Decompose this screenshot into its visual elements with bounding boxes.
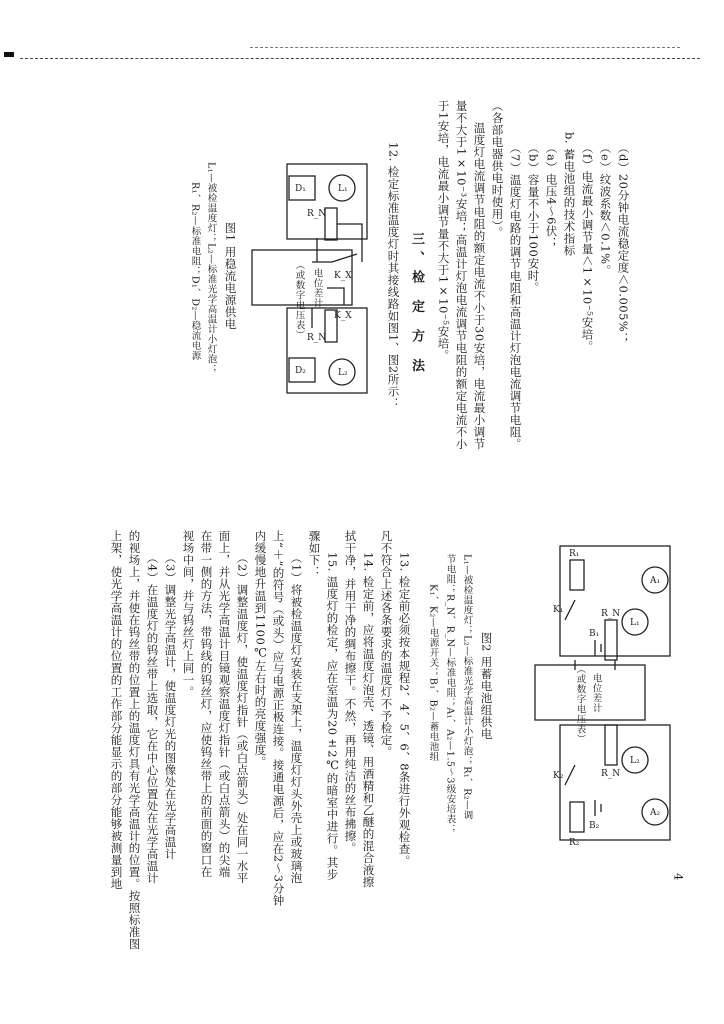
text-line: （d）20分钟电流稳定度＜0.005%； [616, 142, 631, 345]
label-RN1: R_N [601, 609, 621, 619]
body-line: （1）将被检温度灯安装在支架上，温度灯灯头外壳上或玻璃泡 [289, 552, 304, 884]
body-line: 在带一侧的方法，带钨线的钨丝灯，应使钨丝带上的前面的窗口在 [199, 530, 214, 878]
label-A1: A₁ [650, 576, 661, 586]
switch-K2-symbol [565, 765, 575, 785]
body-line: 骤如下： [307, 530, 322, 578]
battery-B2-symbol [595, 800, 601, 816]
figure-2-legend-line: L₁—被检温度灯；L₂—标准光学高温计小灯泡；R₁、R₂—调 [461, 554, 473, 821]
resistor-RN1-symbol [605, 620, 617, 660]
label-R2: R₂ [569, 838, 580, 848]
figure-2-caption: 图2 用蓄电池组供电 [479, 632, 494, 740]
potentiometer-box-2 [535, 665, 645, 720]
resistor-R2-symbol [570, 802, 584, 832]
figure-2-box-label: 电位差计 [590, 673, 602, 713]
figure-2-box-sublabel: （或数字电压表） [574, 664, 586, 744]
figure-2-legend-line: 节电阻；R_N、R_N—标准电阻；A₁、A₂—1.5～3级安培表； [444, 554, 456, 834]
label-A2: A₂ [650, 808, 661, 818]
battery-B1-symbol [595, 640, 601, 656]
label-B1: B₁ [589, 629, 600, 639]
body-line: 13. 检定前必须按本规程2、4、5、6、8条进行外观检查。 [397, 552, 412, 868]
label-RN1: R_N [307, 209, 327, 219]
label-B2: B₂ [589, 821, 600, 831]
body-line: 上“＋”的符号（或头）应与电源正极连接。接通电源后，应在2～3分钟 [271, 530, 286, 907]
label-D1: D₁ [295, 184, 306, 194]
label-K1: K₁ [553, 605, 564, 615]
switch-K1-symbol [565, 600, 575, 620]
text-line: （b）容量不小于100安时。 [526, 142, 541, 294]
body-line: 的视场上，并使在钨丝带的位置上的温度灯具有光学高温计的位置。按照标准图 [127, 530, 142, 950]
body-line: 上架，使光学高温计的位置的工作部分能显示的部分能够被测量到地 [109, 530, 124, 890]
text-line: （e）纹波系数＜0.1%。 [598, 142, 613, 277]
text-line: 量不大于1×10⁻³安培；高温计灯泡电流调节电阻的额定电流不小 [454, 100, 469, 450]
section-heading: 三、检 定 方 法 [409, 232, 424, 378]
label-Kx1: K_X [334, 271, 352, 281]
figure-2-legend-line: K₁、K₂—电源开关；B₁、B₂—蓄电池组 [427, 584, 439, 762]
body-line: 凡不符合上述各条要求的温度灯不予检定。 [379, 530, 394, 758]
label-RN2: R_N [601, 769, 621, 779]
body-line: 拭干净，并用干净的绸布擦干。不然，再用纯洁的丝布拂擦。 [343, 530, 358, 854]
page-number: 4 [671, 873, 686, 881]
figure-1-legend-line: L₁—被检温度灯；L₂—标准光学高温计小灯泡； [205, 162, 217, 375]
item-12: 12. 检定标准温度灯时其接线路如图1、图2所示： [386, 142, 401, 410]
text-line: b. 蓄电池组的技术指标 [562, 132, 577, 257]
label-RN2: R_N [307, 333, 327, 343]
text-line: （f）电流最小调节量＜1×10⁻⁵安培。 [580, 142, 595, 353]
text-line: （a）电压4～6伏； [544, 142, 559, 249]
scan-dash-line-top [20, 58, 700, 59]
label-L1: L₁ [630, 618, 640, 628]
label-K2: K₂ [553, 771, 564, 781]
label-Kx2: K_X [334, 311, 352, 321]
resistor-RN2-symbol [605, 725, 617, 765]
text-line: 温度灯电流调节电阻的额定电流不小于30安培，电流最小调节 [472, 122, 487, 450]
figure-1-legend-line: R₁、R₂—标准电阻；D₁、D₂—稳流电源 [189, 182, 201, 361]
resistor-R1-symbol [570, 560, 584, 590]
body-line: 15. 温度灯的检定，应在室温为20±2℃的暗室中进行。其步 [325, 552, 340, 881]
label-L2: L₂ [630, 756, 640, 766]
label-L1: L₁ [338, 184, 348, 194]
text-line: 于1安培，电流最小调节量不大于1×10⁻⁵安培。 [436, 100, 451, 362]
label-L2: L₂ [338, 368, 348, 378]
scan-dash-line-upper [250, 47, 680, 48]
resistor-RN1-symbol [325, 208, 337, 240]
text-line: （7）温度灯电路的调节电阻和高温计灯泡电流调节电阻。 [508, 142, 523, 450]
figure-1-caption: 图1 用稳流电源供电 [223, 222, 238, 330]
label-R1: R₁ [569, 549, 580, 559]
text-line: （各部电器供电时使用）。 [490, 100, 505, 239]
body-line: （3）调整光学高温计，使温度灯光的图像处在光学高温计 [163, 552, 178, 860]
figure-1-box-label: 电位差计 [311, 268, 323, 308]
body-line: （2）调整温度灯，使温度灯指针（或白点箭头）处在同一水平 [235, 552, 250, 884]
figure-1-box-sublabel: （或数字电压表） [293, 260, 305, 340]
label-D2: D₂ [295, 366, 306, 376]
body-line: 14. 检定前，应将温度灯泡壳、透镜、用酒精和乙醚的混合液擦 [361, 552, 376, 888]
scan-edge-mark [4, 52, 14, 57]
body-line: （4）在温度灯的钨丝带上选取，它在中心位置处在光学高温计 [145, 552, 160, 884]
body-line: 视场中间，并与钨丝灯上同一。 [181, 530, 196, 698]
body-line: 面上，并从光学高温计目镜观察温度灯指针（或白点箭头）的尖端 [217, 530, 232, 878]
body-line: 内缓慢地升温到1100℃左右时的亮度强度。 [253, 530, 268, 768]
